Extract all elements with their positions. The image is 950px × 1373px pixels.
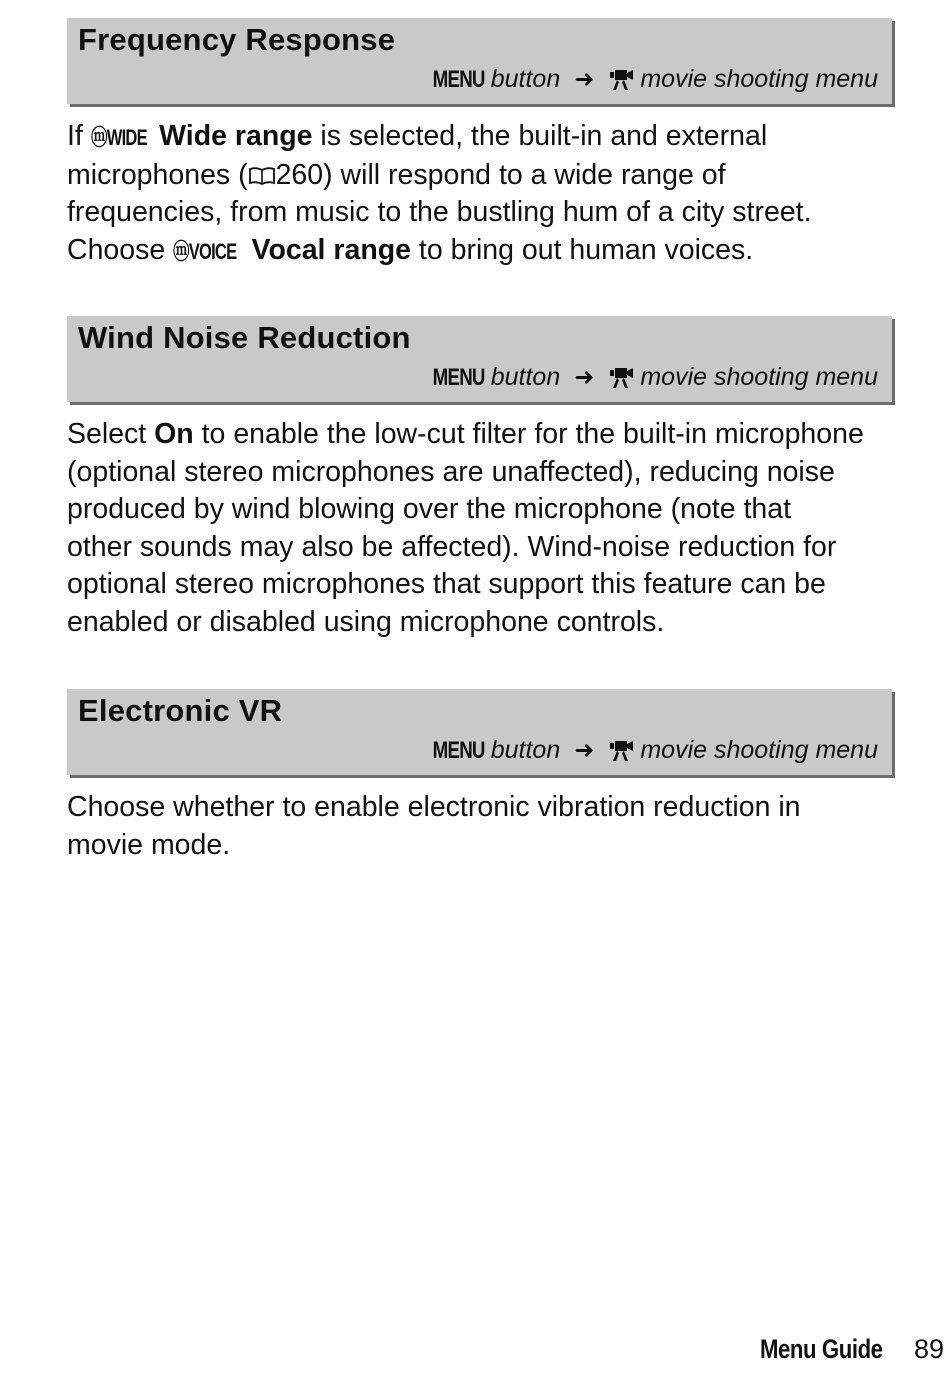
body-line: optional stereo microphones that support this feature can be — [67, 568, 826, 600]
button-text: button — [490, 363, 561, 391]
button-text: button — [490, 65, 561, 93]
section-header-wind-noise-reduction — [67, 316, 892, 402]
body-line: frequencies, from music to the bustling hum of a city street. — [67, 196, 812, 228]
menu-text: movie shooting menu — [640, 736, 878, 764]
body-line: If ⓜWIDE Wide range is selected, the built-in and external — [67, 118, 897, 157]
section-header-electronic-vr — [67, 689, 892, 775]
vocal-range-icon: ⓜVOICE — [173, 238, 237, 264]
section-title: Frequency Response — [78, 22, 396, 57]
menu-path — [418, 736, 878, 765]
body-line: movie mode. — [67, 828, 231, 861]
body-line: other sounds may also be affected). Wind-noise reduction for — [67, 530, 837, 563]
movie-camera-icon — [608, 740, 634, 762]
arrow-icon: ➜ — [574, 364, 595, 391]
section-body-electronic-vr — [67, 789, 897, 864]
body-line: Choose ⓜVOICE Vocal range to bring out human voices. — [67, 232, 897, 271]
body-line: enabled or disabled using microphone controls. — [67, 605, 665, 638]
section-body-frequency-response — [67, 118, 897, 270]
section-title: Electronic VR — [78, 693, 283, 728]
body-line: (optional stereo microphones are unaffected), reducing noise — [67, 455, 835, 488]
page-reference: 260 — [275, 158, 324, 191]
arrow-icon: ➜ — [574, 66, 595, 93]
menu-text: movie shooting menu — [640, 363, 878, 391]
menu-path — [418, 363, 878, 392]
menu-path — [418, 65, 878, 94]
section-header-frequency-response — [67, 18, 892, 104]
menu-button-icon: MENU — [432, 363, 485, 391]
page-number: 89 — [914, 1334, 945, 1364]
footer-section-label: Menu Guide — [760, 1334, 883, 1364]
body-line: Choose whether to enable electronic vibration reduction in — [67, 791, 801, 823]
body-line: produced by wind blowing over the microphone (note that — [67, 493, 792, 525]
arrow-icon: ➜ — [574, 737, 595, 764]
section-body-wind-noise-reduction — [67, 416, 897, 641]
menu-button-icon: MENU — [432, 736, 485, 764]
body-line: microphones ( 260) will respond to a wide range of — [67, 158, 726, 191]
wide-range-icon: ⓜWIDE — [90, 125, 147, 150]
section-title: Wind Noise Reduction — [78, 320, 411, 355]
book-reference-icon — [248, 166, 276, 186]
movie-camera-icon — [608, 367, 634, 389]
movie-camera-icon — [608, 69, 634, 91]
button-text: button — [490, 736, 561, 764]
body-line: Select On to enable the low-cut filter for the built-in microphone — [67, 418, 864, 450]
menu-text: movie shooting menu — [640, 65, 878, 93]
menu-button-icon: MENU — [432, 65, 485, 93]
